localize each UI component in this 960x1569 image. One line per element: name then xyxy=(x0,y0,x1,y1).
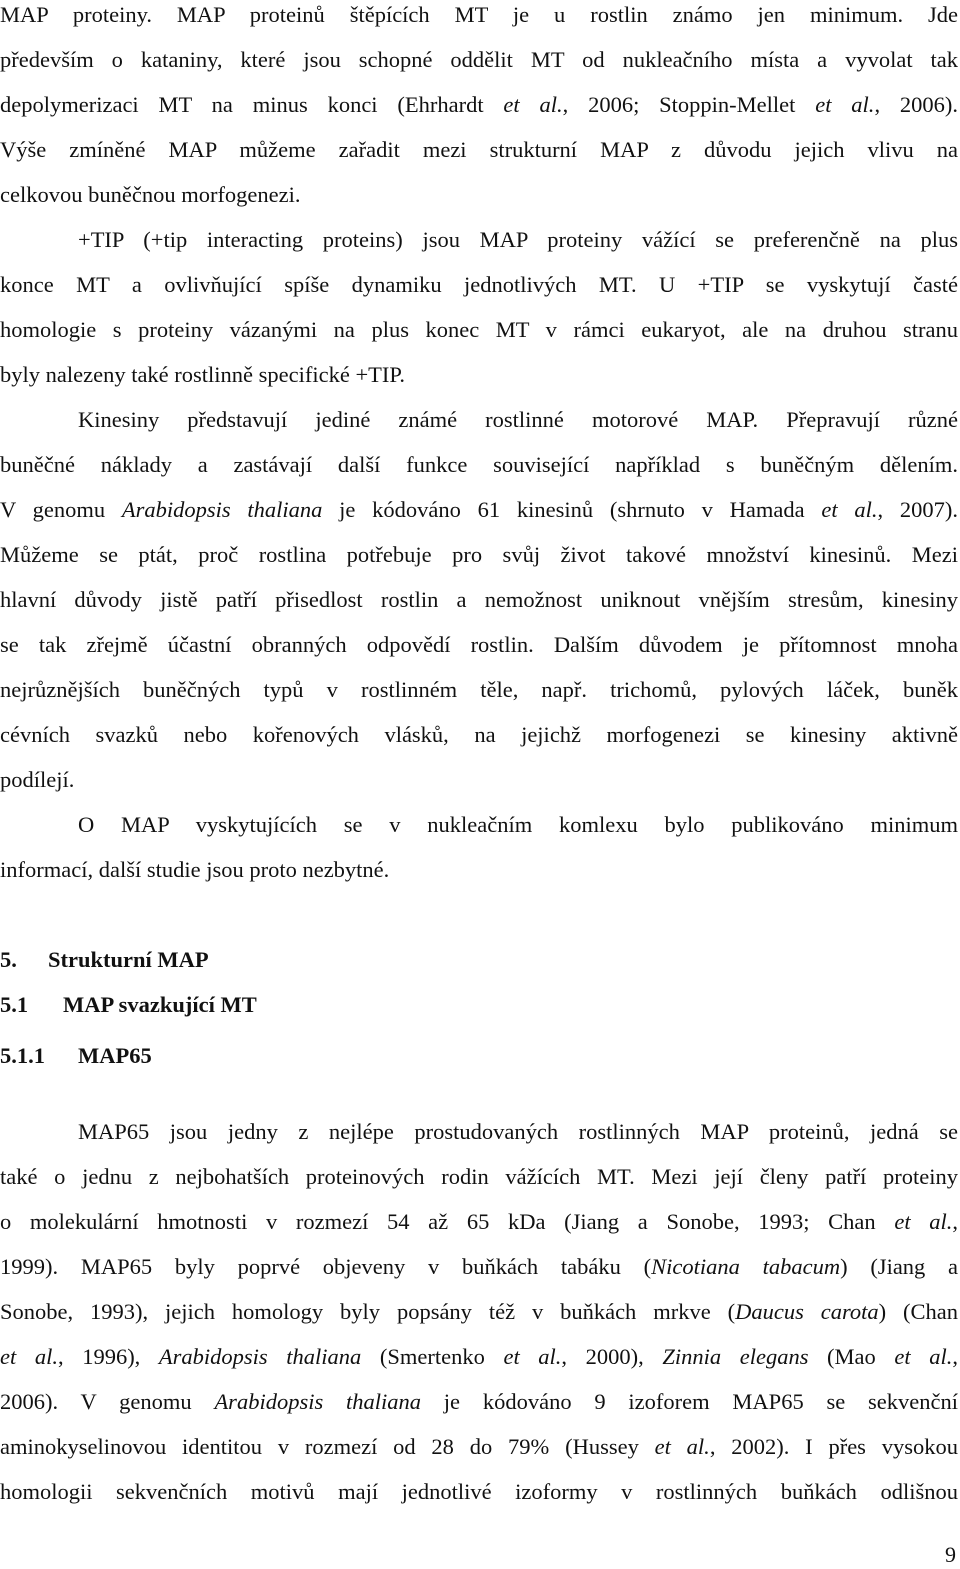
text-line: hlavní důvody jistě patří přisedlost rostlin a nemožnost uniknout vnějším stresům, kinesiny xyxy=(0,587,958,612)
text-line: MAP proteiny. MAP proteinů štěpících MT je u rostlin známo jen minimum. Jde xyxy=(0,2,958,27)
text-line: se tak zřejmě účastní obranných odpovědí rostlin. Dalším důvodem je přítomnost mnoha xyxy=(0,632,958,657)
text-line: Výše zmíněné MAP můžeme zařadit mezi strukturní MAP z důvodu jejich vlivu na xyxy=(0,137,958,162)
heading-title: Strukturní MAP xyxy=(48,947,209,972)
text-line: také o jednu z nejbohatších proteinových rodin vážících MT. Mezi její členy patří proteiny xyxy=(0,1164,958,1189)
heading-title: MAP65 xyxy=(78,1043,152,1068)
text-line: V genomu Arabidopsis thaliana je kódováno 61 kinesinů (shrnuto v Hamada et al., 2007). xyxy=(0,497,958,522)
heading-title: MAP svazkující MT xyxy=(63,992,257,1017)
italic-term: et al. xyxy=(815,92,875,117)
text-line: celkovou buněčnou morfogenezi. xyxy=(0,182,301,207)
text-line: 2006). V genomu Arabidopsis thaliana je kódováno 9 izoforem MAP65 se sekvenční xyxy=(0,1389,958,1414)
text-line: buněčné náklady a zastávají další funkce související například s buněčným dělením. xyxy=(0,452,958,477)
text-line: Kinesiny představují jediné známé rostlinné motorové MAP. Přepravují různé xyxy=(78,407,958,432)
text-line: 1999). MAP65 byly poprvé objeveny v buňkách tabáku (Nicotiana tabacum) (Jiang a xyxy=(0,1254,959,1279)
text-line: +TIP (+tip interacting proteins) jsou MAP proteiny vážící se preferenčně na plus xyxy=(78,227,958,252)
italic-term: Daucus carota xyxy=(735,1299,879,1324)
text-line: Sonobe, 1993), jejich homology byly popsány též v buňkách mrkve (Daucus carota) (Chan xyxy=(0,1299,958,1324)
heading-section-5-1-1 xyxy=(0,1041,152,1071)
italic-term: et al. xyxy=(0,1344,58,1369)
text-line: et al., 1996), Arabidopsis thaliana (Smertenko et al., 2000), Zinnia elegans (Mao et al., xyxy=(0,1344,958,1369)
italic-term: et al. xyxy=(821,497,878,522)
italic-term: Arabidopsis thaliana xyxy=(158,1344,362,1369)
text-line: depolymerizaci MT na minus konci (Ehrhardt et al., 2006; Stoppin-Mellet et al., 2006). xyxy=(0,92,959,117)
text-line: homologie s proteiny vázanými na plus konec MT v rámci eukaryot, ale na druhou stranu xyxy=(0,317,958,342)
text-line: nejrůznějších buněčných typů v rostlinném těle, např. trichomů, pylových láček, buněk xyxy=(0,677,958,702)
italic-term: Zinnia elegans xyxy=(662,1344,809,1369)
italic-term: Arabidopsis thaliana xyxy=(214,1389,422,1414)
text-line: cévních svazků nebo kořenových vlásků, na jejichž morfogenezi se kinesiny aktivně xyxy=(0,722,958,747)
italic-term: et al. xyxy=(894,1209,953,1234)
italic-term: et al. xyxy=(503,92,563,117)
heading-number: 5. xyxy=(0,947,17,972)
heading-section-5-1 xyxy=(0,990,257,1020)
text-line: aminokyselinovou identitou v rozmezí od 28 do 79% (Hussey et al., 2002). I přes vysokou xyxy=(0,1434,958,1459)
italic-term: et al. xyxy=(654,1434,710,1459)
text-line: o molekulární hmotnosti v rozmezí 54 až 65 kDa (Jiang a Sonobe, 1993; Chan et al., xyxy=(0,1209,958,1234)
text-line: podílejí. xyxy=(0,767,75,792)
heading-section-5 xyxy=(0,945,209,975)
text-line: informací, další studie jsou proto nezbytné. xyxy=(0,857,390,882)
italic-term: Nicotiana tabacum xyxy=(651,1254,841,1279)
heading-number: 5.1.1 xyxy=(0,1043,45,1068)
text-line: především o kataniny, které jsou schopné oddělit MT od nukleačního místa a vyvolat tak xyxy=(0,47,958,72)
italic-term: et al. xyxy=(894,1344,953,1369)
text-line: Můžeme se ptát, proč rostlina potřebuje pro svůj život takové množství kinesinů. Mezi xyxy=(0,542,958,567)
italic-term: Arabidopsis thaliana xyxy=(121,497,323,522)
text-line: byly nalezeny také rostlinně specifické +TIP. xyxy=(0,362,406,387)
text-line: konce MT a ovlivňující spíše dynamiku jednotlivých MT. U +TIP se vyskytují časté xyxy=(0,272,958,297)
page-number: 9 xyxy=(945,1542,956,1567)
heading-number: 5.1 xyxy=(0,992,29,1017)
italic-term: et al. xyxy=(503,1344,562,1369)
text-line: homologii sekvenčních motivů mají jednotlivé izoformy v rostlinných buňkách odlišnou xyxy=(0,1479,958,1504)
text-line: O MAP vyskytujících se v nukleačním komlexu bylo publikováno minimum xyxy=(78,812,958,837)
text-line: MAP65 jsou jedny z nejlépe prostudovaných rostlinných MAP proteinů, jedná se xyxy=(78,1119,958,1144)
